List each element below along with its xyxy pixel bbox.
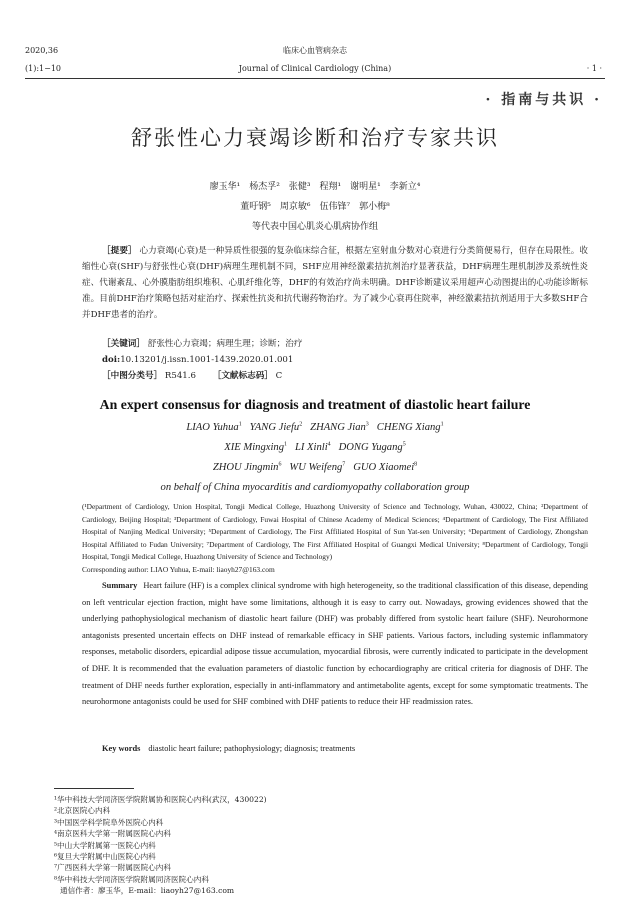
author-name: WU Weifeng	[289, 462, 343, 473]
corresponding-author: Corresponding author: LIAO Yuhua, E-mail: liaoyh27@163.com	[82, 564, 275, 574]
abstract-cn-text: 心力衰竭(心衰)是一种异质性很强的复杂临床综合征，根据左室射血分数对心衰进行分类简便易行，但存在局限性。收缩性心衰(SHF)与舒张性心衰(DHF)病理生理机制不同，SHF应用神经激素拮抗剂治疗显著获益，DHF病理生理机制涉及系统性炎症、代谢紊乱、心外膜脂肪组织堆积、心肌纤维化等，DHF的有效治疗尚未明确。DHF诊断建议采用超声心动图提出的心功能诊断标准。目前DHF治疗策略包括对症治疗、探索性抗炎和抗代谢药物治疗。为了减少心衰再住院率，神经激素拮抗剂适用于大多数SHF合并DHF患者的治疗。	[82, 246, 588, 320]
footnote-affiliation: ⁶复旦大学附属中山医院心内科	[54, 852, 156, 862]
footnotes	[54, 794, 267, 897]
section-tag: · 指南与共识 ·	[485, 92, 602, 108]
author-name: GUO Xiaomei	[353, 462, 415, 473]
summary-en	[82, 578, 588, 711]
collaboration-group: on behalf of China myocarditis and cardiomyopathy collaboration group	[160, 482, 470, 493]
authors-cn-line1: 廖玉华¹ 杨杰孚² 张健³ 程翔¹ 谢明星¹ 李新立⁴	[209, 182, 421, 192]
header-rule	[25, 78, 605, 79]
author-affil-sup: 1	[238, 421, 242, 428]
classification-line	[102, 368, 282, 384]
doi-line	[102, 352, 293, 368]
footnote-affiliation: ⁴南京医科大学第一附属医院心内科	[54, 829, 171, 839]
author-name: CHENG Xiang	[376, 422, 441, 433]
author-name: ZHOU Jingmin	[212, 462, 279, 473]
page-title-en: An expert consensus for diagnosis and treatment of diastolic heart failure	[99, 397, 531, 412]
abstract-cn	[82, 243, 588, 323]
author-name: LI Xinli	[294, 442, 328, 453]
affiliations-en	[82, 501, 588, 576]
keywords-cn-label: ［关键词］	[102, 339, 145, 349]
header-journal-en: Journal of Clinical Cardiology (China)	[238, 64, 392, 73]
doc-code-label: ［文献标志码］	[212, 371, 273, 381]
affiliations-text: (¹Department of Cardiology, Union Hospital, Tongji Medical College, Huazhong University of Science and Technology, Wuhan, 430022, China; ²Department of Cardiology, Beijing Hospital; ³Department of Cardiology, Fuwai Hospital of Chinese Academy of Medical Sciences; ⁴Department of Cardiology, The First Affiliated Hospital of Nanjing Medical University; ⁵Department of Cardiology, The First Affiliated Hospital of Sun Yat-sen University; ⁶Department of Cardiology, Zhongshan Hospital Affiliated to Fudan University; ⁷Department of Cardiology, The First Affiliated Hospital of Guangxi Medical University; ⁸Department of Cardiology, Tongji Hospital, Tongji Medical College, Huazhong University of Science and Technology)	[82, 502, 588, 561]
keywords-en	[102, 744, 355, 753]
header-journal-cn: 临床心血管病杂志	[283, 46, 347, 55]
header-year-volume: 2020,36	[25, 46, 59, 55]
authors-cn-group: 等代表中国心肌炎心肌病协作组	[251, 222, 378, 232]
footnote-affiliation: ³中国医学科学院阜外医院心内科	[54, 817, 164, 827]
classification-label: ［中图分类号］	[102, 371, 163, 381]
author-affil-sup: 6	[278, 461, 282, 468]
summary-label: Summary	[102, 581, 138, 590]
keywords-en-label: Key words	[102, 744, 141, 753]
authors-cn-line2: 董吁钢⁵ 周京敏⁶ 伍伟锋⁷ 郭小梅⁸	[240, 202, 390, 212]
page-title-cn: 舒张性心力衰竭诊断和治疗专家共识	[131, 126, 499, 150]
keywords-cn-text: 舒张性心力衰竭；病理生理；诊断；治疗	[147, 339, 303, 349]
author-affil-sup: 4	[327, 441, 331, 448]
footnote-affiliation: ⁷广西医科大学第一附属医院心内科	[54, 863, 171, 873]
doi-value: 10.13201/j.issn.1001-1439.2020.01.001	[120, 355, 294, 365]
doi-label: doi:	[102, 355, 121, 365]
author-affil-sup: 5	[402, 441, 406, 448]
author-affil-sup: 2	[299, 421, 303, 428]
authors-en-line3	[0, 458, 630, 478]
header-issue-pages: (1):1−10	[25, 64, 61, 73]
footnote-affiliation: ²北京医院心内科	[54, 806, 111, 816]
footnote-rule	[54, 788, 134, 789]
author-affil-sup: 3	[365, 421, 369, 428]
author-affil-sup: 8	[414, 461, 418, 468]
abstract-cn-label: ［提要］	[102, 246, 137, 256]
author-name: ZHANG Jian	[310, 422, 366, 433]
footnote-affiliation: ⁵中山大学附属第一医院心内科	[54, 840, 156, 850]
author-name: DONG Yugang	[338, 442, 403, 453]
keywords-cn	[102, 336, 302, 352]
author-name: XIE Mingxing	[224, 442, 285, 453]
author-name: LIAO Yuhua	[186, 422, 239, 433]
footnote-corresponding: 通信作者：廖玉华，E-mail：liaoyh27@163.com	[60, 886, 235, 896]
author-affil-sup: 1	[440, 421, 444, 428]
header-page-number: · 1 ·	[586, 64, 602, 73]
footnote-affiliation: ⁸华中科技大学同济医学院附属同济医院心内科	[54, 874, 209, 884]
author-affil-sup: 1	[284, 441, 288, 448]
authors-en-line2	[0, 438, 630, 458]
doc-code-value: C	[275, 371, 283, 381]
footnote-affiliation: ¹华中科技大学同济医学院附属协和医院心内科(武汉，430022)	[54, 795, 267, 804]
author-name: YANG Jiefu	[249, 422, 300, 433]
author-affil-sup: 7	[342, 461, 346, 468]
classification-value: R541.6	[164, 371, 196, 381]
authors-en-line1	[0, 418, 630, 438]
keywords-en-text: diastolic heart failure; pathophysiology; diagnosis; treatments	[148, 744, 356, 753]
summary-text: Heart failure (HF) is a complex clinical syndrome with high heterogeneity, so the traditional classification of this disease, depending on left ventricular ejection fraction, might have some limitations, although it is easy to carry out. Nowadays, growing evidences showed that the underlying pathophysiological mechanism of diastolic heart failure (DHF) was probably differed from systolic heart failure (SHF). Neurohormone antagonists presented uncertain effects on DHF instead of remarkable efficacy in SHF patients. Various factors, including systemic inflammatory responses, metabolic disorders, epicardial adipose tissue accumulation, myocardial fibrosis, were currently indicated to participate in the development of DHF. It is recommended that the evaluation parameters of diastolic function by echocardiography are critical criteria for diagnosis of DHF. The treatment of DHF needs further exploration, especially in anti-inflammatory and antimetabolite agents, except for some symptomatic treatments. The neurohormone antagonists could be used for SHF combined with DHF patients to reduce their HF readmission rates.	[82, 581, 588, 707]
